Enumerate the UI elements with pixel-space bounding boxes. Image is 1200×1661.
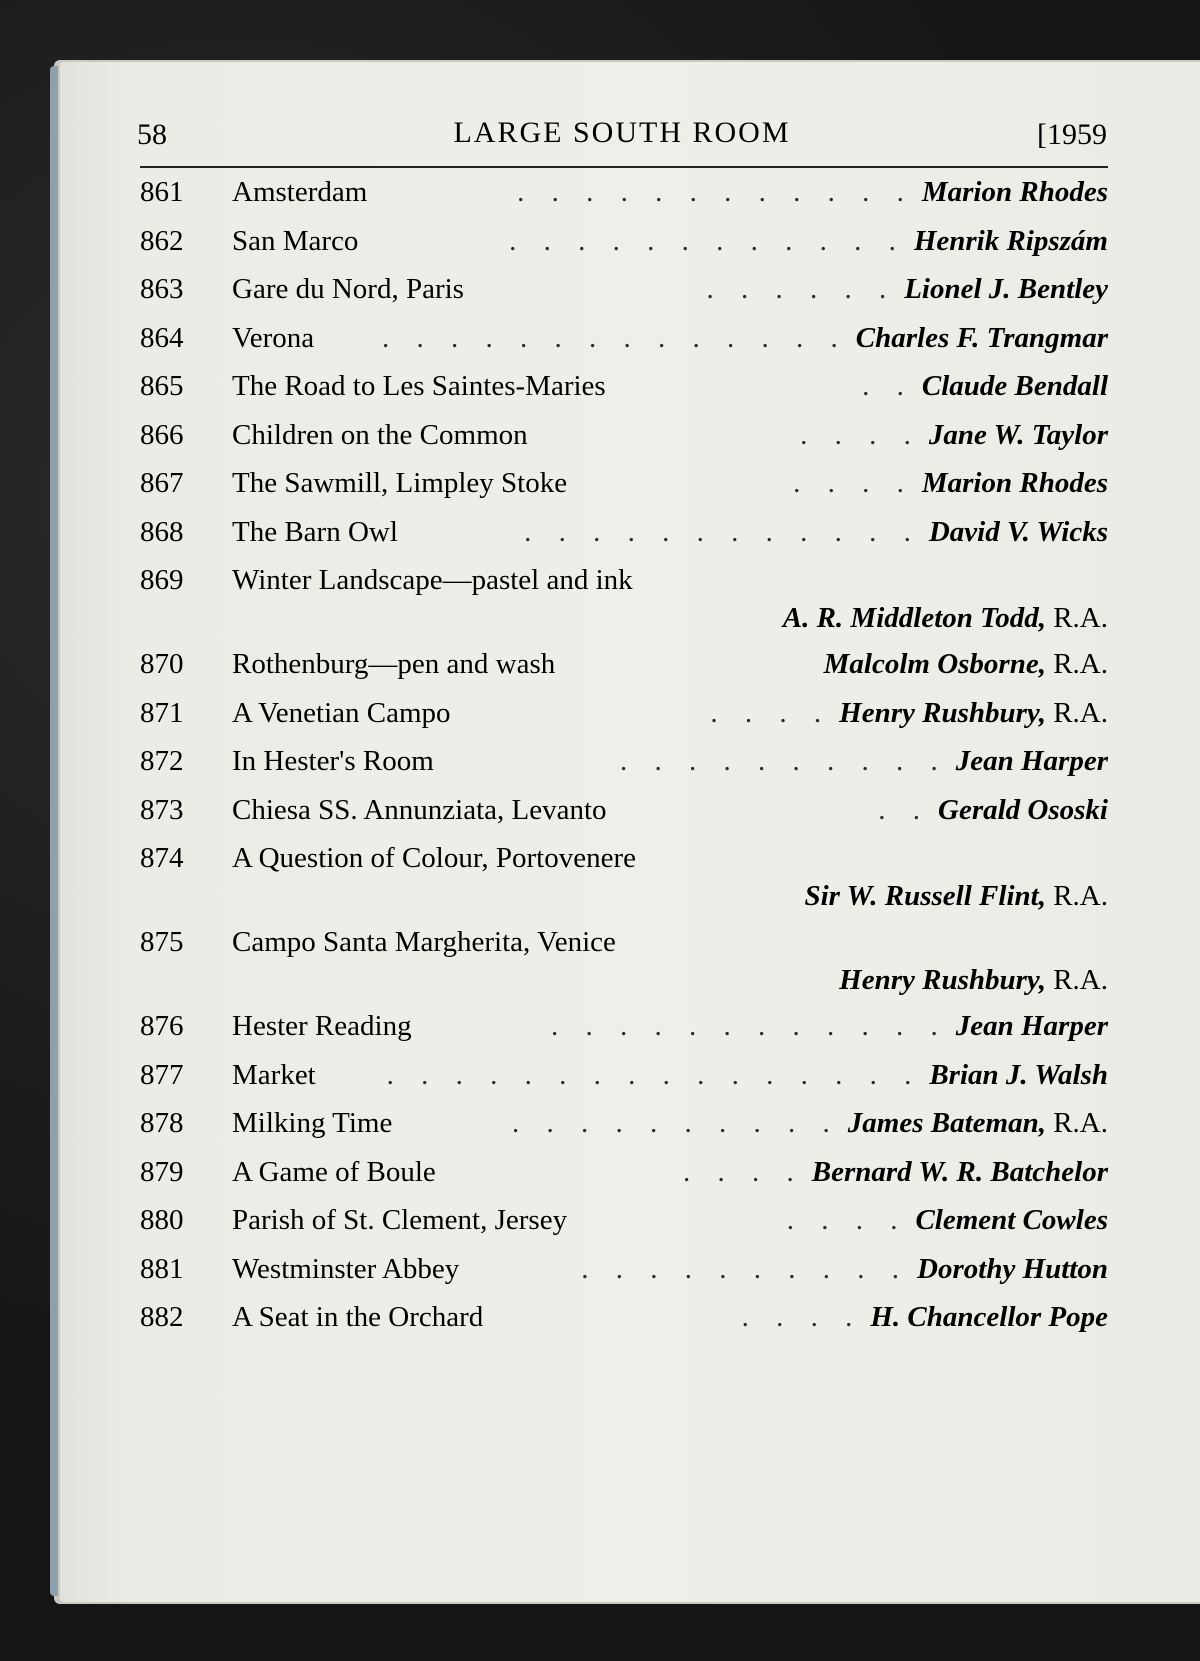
entry-honour: R.A. [1045, 880, 1108, 912]
entry-number: 874 [140, 842, 184, 874]
catalogue-entry [140, 790, 1108, 839]
entry-line [232, 1010, 1108, 1043]
leader-dots: . . [862, 370, 914, 402]
leader-dots: . . . . . . [706, 273, 897, 305]
entry-honour: R.A. [1045, 602, 1108, 634]
leader-dots: . . . . . . . . . . [620, 745, 948, 777]
entry-artist: A. R. Middleton Todd, [782, 602, 1046, 634]
entry-title: Gare du Nord, Paris [232, 273, 464, 305]
entry-artist-wrap [914, 225, 1108, 258]
entry-number: 871 [140, 696, 184, 729]
leader-dots: . . . . . . . . . . . . [517, 176, 914, 208]
catalogue-entry [140, 172, 1108, 221]
entry-artist-wrap [922, 467, 1108, 500]
entry-artist: Henrik Ripszám [913, 224, 1108, 257]
entry-line [232, 1059, 1108, 1092]
entry-title: Rothenburg—pen and wash [232, 648, 556, 680]
entry-number: 862 [140, 224, 184, 257]
entry-artist-wrap [922, 370, 1108, 403]
entry-number: 868 [140, 515, 184, 548]
catalogue-entry [140, 644, 1108, 693]
entry-artist: Jean Harper [955, 1010, 1108, 1042]
catalogue-entry [140, 415, 1108, 464]
leader-dots: . . . . [683, 1155, 804, 1188]
entry-title: In Hester's Room [232, 745, 434, 777]
entry-title: Amsterdam [232, 176, 368, 208]
entry-number: 867 [140, 467, 184, 499]
entry-line [232, 745, 1108, 778]
entry-title: San Marco [232, 224, 359, 257]
entry-honour: R.A. [1045, 1107, 1108, 1139]
entry-artist-wrap [783, 602, 1108, 634]
entry-artist: Dorothy Hutton [917, 1252, 1108, 1285]
catalogue-entry [140, 1103, 1108, 1152]
entry-number: 866 [140, 418, 184, 451]
entry-artist: Lionel J. Bentley [904, 273, 1108, 305]
entry-artist: Claude Bendall [921, 370, 1108, 402]
catalogue-entry [140, 741, 1108, 790]
entry-artist-wrap [804, 880, 1108, 912]
leader-dots: . . . . . . . . . . . . . . . . [386, 1058, 922, 1091]
entry-number: 864 [140, 321, 184, 354]
entry-artist-wrap [839, 964, 1108, 996]
entry-line [232, 467, 1108, 500]
catalogue-entry [140, 366, 1108, 415]
entry-artist: Brian J. Walsh [929, 1058, 1108, 1091]
page-title: LARGE SOUTH ROOM [453, 116, 791, 149]
entry-number: 881 [140, 1252, 184, 1285]
entry-title: A Seat in the Orchard [232, 1301, 484, 1333]
leader-dots: . . . . [741, 1301, 863, 1333]
entry-title: Milking Time [232, 1107, 393, 1139]
entry-artist: Marion Rhodes [921, 467, 1108, 499]
entry-artist: Charles F. Trangmar [855, 321, 1108, 354]
entry-line [232, 225, 1108, 258]
entry-artist: Malcolm Osborne, [823, 648, 1046, 680]
entry-line [232, 370, 1108, 403]
entry-line [232, 564, 1108, 597]
catalogue-entry [140, 1297, 1108, 1346]
entry-line [232, 926, 1108, 959]
leader-dots: . . . . . . . . . . [512, 1107, 840, 1139]
catalogue-entry [140, 1006, 1108, 1055]
entry-title: A Venetian Campo [232, 696, 451, 729]
entry-number: 870 [140, 648, 184, 680]
entry-artist-wrap [938, 794, 1108, 827]
leader-dots: . . . . [800, 418, 921, 451]
entry-artist-wrap [839, 697, 1108, 730]
leader-dots: . . . . . . . . . . . . [524, 515, 921, 548]
entry-title: The Road to Les Saintes-Maries [232, 370, 606, 402]
entry-line [232, 322, 1108, 355]
header-rule [140, 166, 1108, 168]
entry-artist: Henry Rushbury, [839, 696, 1046, 729]
catalogue-entry [140, 922, 1108, 1006]
entry-number: 882 [140, 1301, 184, 1333]
entry-artist-wrap [848, 1107, 1108, 1140]
leader-dots: . . . . [793, 467, 914, 499]
entry-artist-wrap [856, 322, 1108, 355]
entry-artist-line [839, 964, 1108, 997]
entry-line [232, 1204, 1108, 1237]
entry-artist-wrap [929, 516, 1108, 549]
entry-artist-wrap [870, 1301, 1108, 1334]
entry-line [232, 273, 1108, 306]
entry-artist-line [783, 602, 1108, 635]
entry-title: Market [232, 1058, 316, 1091]
catalogue-entry [140, 1055, 1108, 1104]
leader-dots: . . [878, 793, 931, 826]
entry-title: The Barn Owl [232, 515, 398, 548]
catalogue-entry [140, 269, 1108, 318]
entry-title: Children on the Common [232, 418, 528, 451]
entry-artist-wrap [956, 1010, 1108, 1043]
catalogue-entry [140, 1249, 1108, 1298]
entry-title: Hester Reading [232, 1010, 412, 1042]
entry-line [232, 1156, 1108, 1189]
catalogue-entry [140, 318, 1108, 367]
entry-artist: Gerald Ososki [938, 793, 1108, 826]
entry-number: 873 [140, 793, 184, 826]
page-header [137, 110, 1107, 160]
entry-number: 878 [140, 1107, 184, 1139]
entry-artist-wrap [929, 1059, 1108, 1092]
entry-honour: R.A. [1045, 696, 1108, 729]
entry-title: A Game of Boule [232, 1155, 436, 1188]
entry-artist-wrap [956, 745, 1108, 778]
catalogue-entry [140, 560, 1108, 644]
leader-dots: . . . . [710, 696, 832, 729]
entry-number: 879 [140, 1155, 184, 1188]
entry-number: 869 [140, 564, 184, 596]
entry-honour: R.A. [1045, 648, 1108, 680]
entry-artist: Marion Rhodes [921, 176, 1108, 208]
entry-line [232, 697, 1108, 730]
leader-dots: . . . . . . . . . . . . . . [382, 321, 848, 354]
book-spine [50, 66, 58, 1596]
entry-number: 861 [140, 176, 184, 208]
page-year: [1959 [1037, 118, 1107, 151]
entry-line [232, 648, 1108, 681]
entry-number: 875 [140, 926, 184, 958]
entry-title: Winter Landscape—pastel and ink [232, 564, 633, 596]
entry-line [232, 842, 1108, 875]
entry-number: 872 [140, 745, 184, 777]
entry-artist: Jane W. Taylor [928, 418, 1108, 451]
entry-artist-wrap [915, 1204, 1108, 1237]
entry-line [232, 1253, 1108, 1286]
page-number: 58 [137, 118, 167, 151]
entry-artist-wrap [824, 648, 1108, 681]
catalogue-entry [140, 463, 1108, 512]
catalogue-entry [140, 221, 1108, 270]
entry-title: Verona [232, 321, 315, 354]
entry-line [232, 419, 1108, 452]
entry-artist-wrap [929, 419, 1108, 452]
entry-line [232, 176, 1108, 209]
catalogue-entry [140, 512, 1108, 561]
entry-title: Westminster Abbey [232, 1252, 460, 1285]
entry-number: 876 [140, 1010, 184, 1042]
entry-number: 865 [140, 370, 184, 402]
entry-artist-line [804, 880, 1108, 913]
entry-artist-wrap [812, 1156, 1108, 1189]
entry-title: Chiesa SS. Annunziata, Levanto [232, 793, 607, 826]
entry-artist: Henry Rushbury, [839, 964, 1046, 996]
entry-artist: David V. Wicks [928, 515, 1108, 548]
entry-artist-wrap [922, 176, 1108, 209]
entry-title: The Sawmill, Limpley Stoke [232, 467, 568, 499]
leader-dots: . . . . . . . . . . . . [509, 224, 906, 257]
entry-artist-wrap [917, 1253, 1108, 1286]
entry-artist: Clement Cowles [915, 1204, 1108, 1236]
catalogue-entry [140, 1200, 1108, 1249]
leader-dots: . . . . . . . . . . [581, 1252, 910, 1285]
leader-dots: . . . . [786, 1204, 908, 1236]
catalogue-list [140, 172, 1108, 1346]
catalogue-entry [140, 693, 1108, 742]
entry-number: 880 [140, 1204, 184, 1236]
entry-honour: R.A. [1045, 964, 1108, 996]
entry-artist: Jean Harper [955, 745, 1108, 777]
entry-line [232, 516, 1108, 549]
entry-artist: Sir W. Russell Flint, [804, 880, 1046, 912]
entry-artist: Bernard W. R. Batchelor [811, 1155, 1108, 1188]
leader-dots: . . . . . . . . . . . . [551, 1010, 948, 1042]
entry-artist-wrap [904, 273, 1108, 306]
entry-number: 877 [140, 1058, 184, 1091]
entry-line [232, 1301, 1108, 1334]
entry-artist: H. Chancellor Pope [870, 1301, 1108, 1333]
entry-line [232, 794, 1108, 827]
entry-title: Parish of St. Clement, Jersey [232, 1204, 568, 1236]
catalogue-entry [140, 838, 1108, 922]
entry-title: A Question of Colour, Portovenere [232, 842, 636, 874]
entry-line [232, 1107, 1108, 1140]
entry-artist: James Bateman, [847, 1107, 1046, 1139]
catalogue-entry [140, 1152, 1108, 1201]
entry-number: 863 [140, 273, 184, 305]
entry-title: Campo Santa Margherita, Venice [232, 926, 616, 958]
